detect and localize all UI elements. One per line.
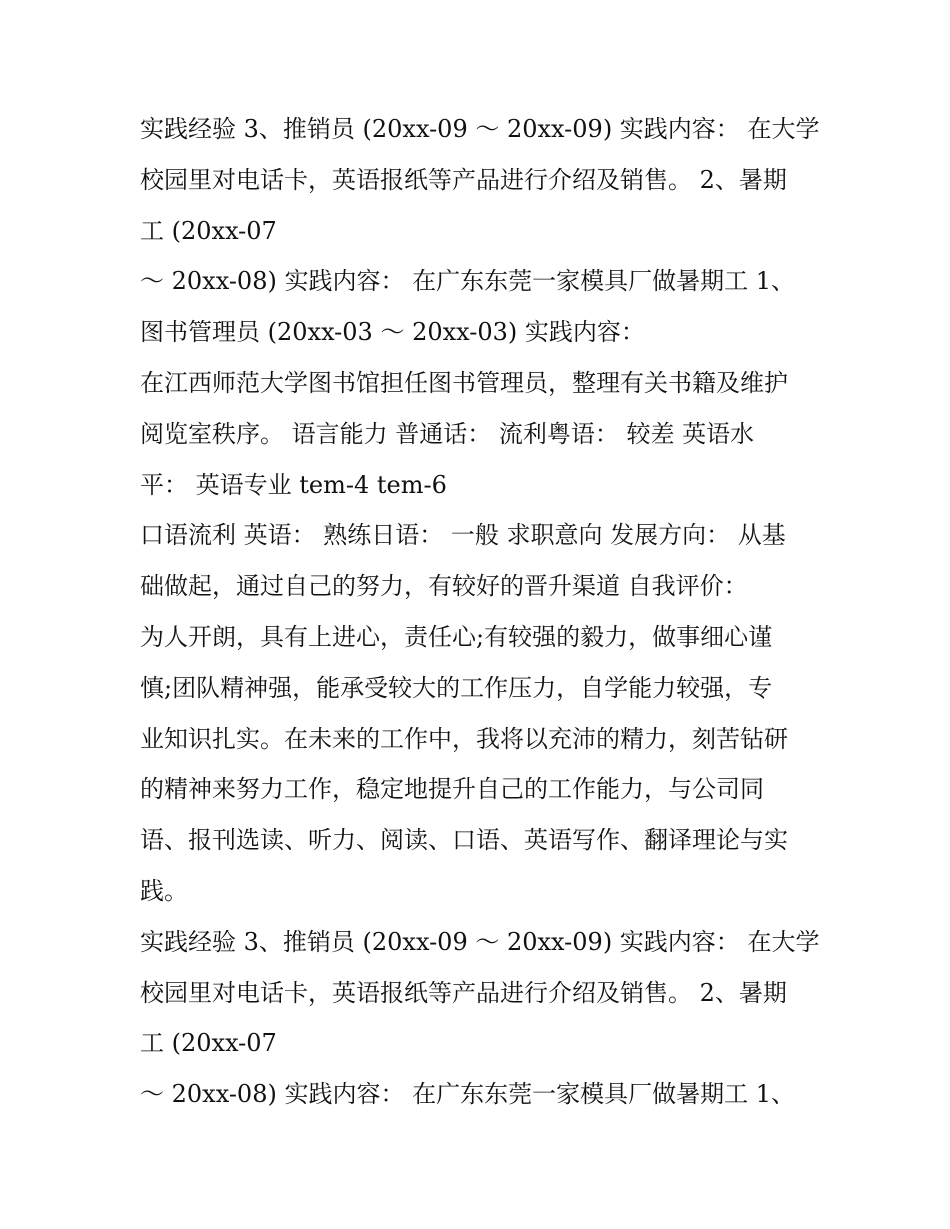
text-line: ～ 20xx-08) 实践内容： 在广东东莞一家模具厂做暑期工 1、 <box>140 267 795 296</box>
text-line: 工 (20xx-07 <box>140 1029 277 1058</box>
text-line: 工 (20xx-07 <box>140 216 277 245</box>
text-line: 实践经验 3、推销员 (20xx-09 ～ 20xx-09) 实践内容： 在大学 <box>140 115 820 143</box>
text-line: 慎;团队精神强，能承受较大的工作压力，自学能力较强，专 <box>140 673 773 702</box>
text-line: 业知识扎实。在未来的工作中，我将以充沛的精力，刻苦钻研 <box>140 724 788 753</box>
text-line: 校园里对电话卡，英语报纸等产品进行介绍及销售。 2、暑期 <box>140 978 787 1007</box>
text-line: 础做起，通过自己的努力，有较好的晋升渠道 自我评价： <box>140 572 748 601</box>
text-line: 践。 <box>140 876 188 905</box>
text-line: 在江西师范大学图书馆担任图书管理员，整理有关书籍及维护 <box>140 368 788 397</box>
text-line: 的精神来努力工作，稳定地提升自己的工作能力，与公司同 <box>140 775 764 804</box>
text-line: 平： 英语专业 tem-4 tem-6 <box>140 470 447 499</box>
text-line: 语、报刊选读、听力、阅读、口语、英语写作、翻译理论与实 <box>140 826 788 855</box>
text-line: 阅览室秩序。 语言能力 普通话： 流利粤语： 较差 英语水 <box>140 419 755 448</box>
text-line: 图书管理员 (20xx-03 ～ 20xx-03) 实践内容： <box>140 318 645 347</box>
document-body <box>140 104 820 1120</box>
text-line: 校园里对电话卡，英语报纸等产品进行介绍及销售。 2、暑期 <box>140 165 787 194</box>
text-line: 实践经验 3、推销员 (20xx-09 ～ 20xx-09) 实践内容： 在大学 <box>140 927 820 956</box>
text-line: 口语流利 英语： 熟练日语： 一般 求职意向 发展方向： 从基 <box>140 521 786 550</box>
text-line: 为人开朗，具有上进心，责任心;有较强的毅力，做事细心谨 <box>140 622 773 651</box>
text-line: ～ 20xx-08) 实践内容： 在广东东莞一家模具厂做暑期工 1、 <box>140 1080 795 1109</box>
